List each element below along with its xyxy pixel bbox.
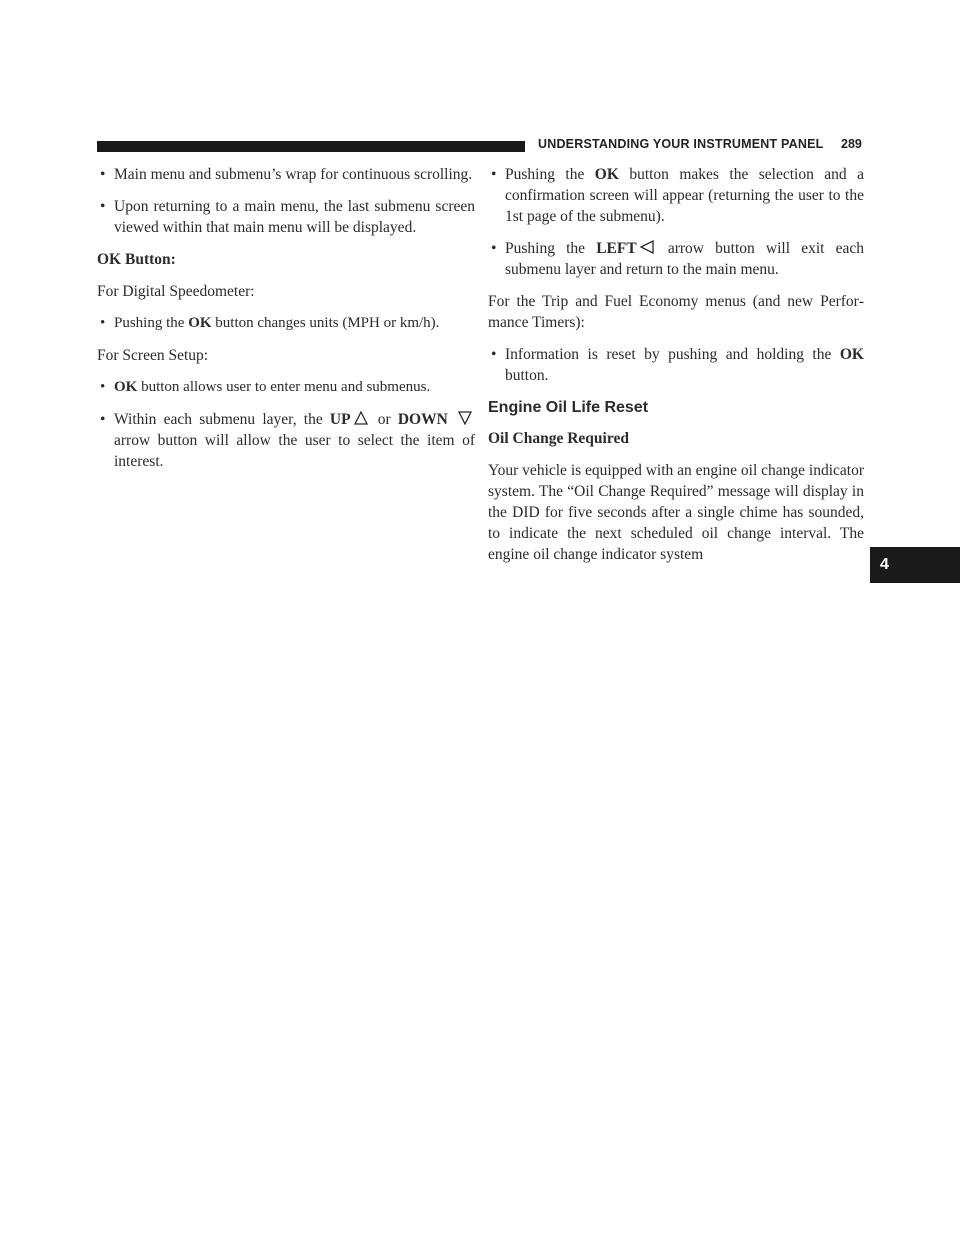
chapter-number: 4 xyxy=(880,556,889,573)
header-rule xyxy=(97,141,525,152)
list-item: • Pushing the OK button makes the selection and a confirmation screen will appear (returning the user to the 1st page of the submenu). xyxy=(488,164,864,227)
up-arrow-icon xyxy=(354,411,368,425)
list-item: • Information is reset by pushing and holding the OK button. xyxy=(488,344,864,386)
down-arrow-icon xyxy=(458,411,472,425)
list-item: • Pushing the LEFT arrow button will exit each submenu layer and return to the main menu. xyxy=(488,238,864,280)
right-column xyxy=(488,164,864,565)
list-item: • Within each submenu layer, the UP or DOWN arrow button will allow the user to select the item of interest. xyxy=(97,409,475,472)
ok-button-heading: OK Button: xyxy=(97,251,176,268)
screen-setup-label: For Screen Setup: xyxy=(97,347,209,364)
running-header-title: UNDERSTANDING YOUR INSTRUMENT PANEL xyxy=(538,137,824,151)
section-heading: Engine Oil Life Reset xyxy=(488,399,649,416)
list-item: • Main menu and submenu’s wrap for continuous scrolling. xyxy=(97,164,475,185)
left-arrow-icon xyxy=(640,240,654,254)
list-item: • Upon returning to a main menu, the last submenu screen viewed within that main menu will be displayed. xyxy=(97,196,475,238)
body-paragraph: Your vehicle is equipped with an engine oil change indicator system. The “Oil Change Required” message will display in the DID for five seconds after a single chime has sounded, to indicate the next scheduled oil change interval. The engine oil change indicator system xyxy=(488,462,864,563)
page-number: 289 xyxy=(841,137,862,151)
chapter-tab xyxy=(870,547,960,583)
trip-fuel-economy-paragraph: For the Trip and Fuel Economy menus (and new Performance Timers): xyxy=(488,293,864,331)
digital-speedometer-label: For Digital Speedometer: xyxy=(97,283,255,300)
list-item: • Pushing the OK button changes units (MPH or km/h). xyxy=(97,313,475,334)
list-item: • OK button allows user to enter menu and submenus. xyxy=(97,377,475,398)
oil-change-required-subhead: Oil Change Required xyxy=(488,430,629,447)
left-column xyxy=(97,164,475,483)
